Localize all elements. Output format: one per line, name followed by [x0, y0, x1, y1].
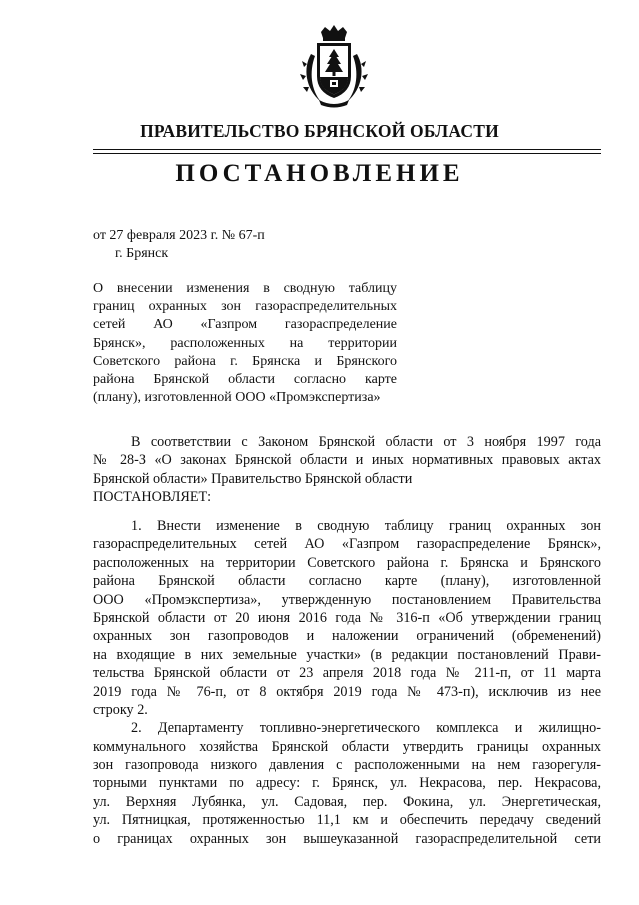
text-line: торными пунктами по адресу: г. Брянск, ул. Некрасова, пер. Некрасова,	[93, 775, 601, 792]
text-line: коммунального хозяйства Брянской области утвердить границы охранных	[93, 738, 601, 755]
document-body	[93, 517, 601, 848]
paragraph-2	[93, 719, 601, 848]
text-line: Брянской области» Правительство Брянской области	[93, 470, 413, 487]
subject-line: района Брянской области согласно карте	[93, 371, 397, 387]
text-line: охранных зон газопроводов и наложении ограничений (обременений)	[93, 628, 601, 645]
text-line: тельства Брянской области от 23 апреля 2018 года № 211-п, от 11 марта	[93, 665, 601, 682]
document-subject	[93, 280, 397, 407]
text-line: о границах охранных зон вышеуказанной газораспределительной сети	[93, 830, 601, 847]
paragraph-1	[93, 517, 601, 719]
text-line: ул. Верхняя Лубянка, ул. Садовая, пер. Фокина, ул. Энергетическая,	[93, 793, 601, 810]
text-line: зон газопровода низкого давления с расположенными на нем газорегуля-	[93, 757, 601, 774]
subject-line: сетей АО «Газпром газораспределение	[93, 317, 397, 333]
header-divider-thin	[93, 153, 601, 154]
text-line: 2019 года № 76-п, от 8 октября 2019 года № 473-п), исключив из нее	[93, 683, 601, 700]
text-line: района Брянской области согласно карте (плану), изготовленной	[93, 573, 601, 590]
subject-line: (плану), изготовленной ООО «Промэкспертиза»	[93, 390, 381, 406]
text-line: расположенных на территории Советского района г. Брянска и Брянского	[93, 554, 601, 571]
document-city: г. Брянск	[115, 246, 169, 261]
text-line: В соответствии с Законом Брянской области от 3 ноября 1997 года	[131, 434, 601, 450]
document-date-number: от 27 февраля 2023 г. № 67-п	[93, 228, 265, 243]
text-line: Брянской области от 20 июня 2016 года № 316-п «Об утверждении границ	[93, 609, 601, 626]
subject-line: Брянск», расположенных на территории	[93, 335, 397, 351]
text-line: 1. Внести изменение в сводную таблицу границ охранных зон	[131, 518, 601, 534]
organization-name: ПРАВИТЕЛЬСТВО БРЯНСКОЙ ОБЛАСТИ	[140, 121, 499, 141]
text-line: 2. Департаменту топливно-энергетического комплекса и жилищно-	[131, 720, 601, 737]
subject-line: Советского района г. Брянска и Брянского	[93, 353, 397, 369]
text-line: № 28-З «О законах Брянской области и иных нормативных правовых актах	[93, 452, 601, 469]
coat-of-arms-icon	[297, 24, 371, 108]
subject-line: О внесении изменения в сводную таблицу	[93, 281, 397, 296]
text-line: строку 2.	[93, 701, 148, 718]
text-line: на входящие в них земельные участки» (в редакции постановлений Прави-	[93, 646, 601, 663]
resolves-heading: ПОСТАНОВЛЯЕТ:	[93, 489, 212, 506]
text-line: газораспределительных сетей АО «Газпром газораспределение Брянск»,	[93, 536, 601, 553]
text-line: ООО «Промэкспертиза», утвержденную постановлением Правительства	[93, 591, 601, 608]
preamble-paragraph	[93, 433, 601, 507]
header-divider-thick	[93, 149, 601, 150]
document-type-title: ПОСТАНОВЛЕНИЕ	[175, 160, 464, 187]
text-line: ул. Пятницкая, протяженностью 11,1 км и обеспечить передачу сведений	[93, 812, 601, 829]
subject-line: границ охранных зон газораспределительных	[93, 299, 397, 315]
